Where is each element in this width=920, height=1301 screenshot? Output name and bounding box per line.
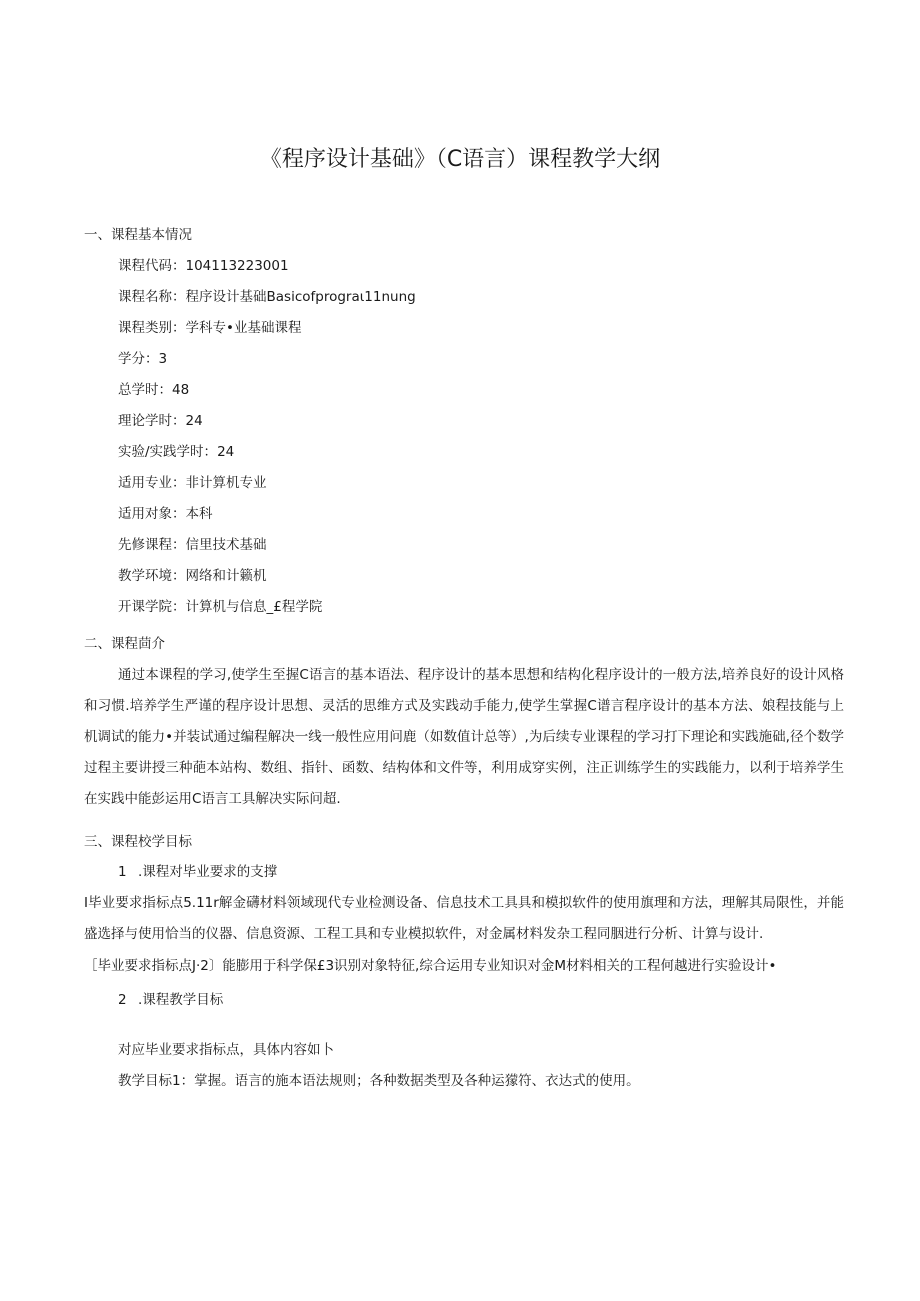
field-value: 104113223001 xyxy=(185,258,289,274)
field-value: 24 xyxy=(217,444,235,460)
field-value: 本科 xyxy=(185,506,213,522)
field-label: 学分： xyxy=(118,351,159,367)
field-college xyxy=(118,597,322,617)
field-label: 理论学时： xyxy=(118,413,186,429)
field-label: 实验/实践学时： xyxy=(118,444,218,460)
field-theory-hours xyxy=(118,411,203,431)
field-value: 网络和计籁机 xyxy=(185,568,267,584)
section-heading-basic-info: 一、课程基本情况 xyxy=(84,227,192,243)
field-audience xyxy=(118,504,213,524)
field-prerequisite xyxy=(118,535,267,555)
field-credits xyxy=(118,349,167,369)
field-label: 适用专业： xyxy=(118,475,186,491)
field-value: 3 xyxy=(158,351,168,367)
field-course-code xyxy=(118,256,289,276)
field-label: 课程类别： xyxy=(118,320,186,336)
section-heading-objectives: 三、课程校学目标 xyxy=(84,834,192,850)
field-label: 课程名称： xyxy=(118,289,186,305)
field-value: 程序设计基础Basicofprograι11nung xyxy=(185,289,416,305)
introduction-paragraph: 通过本课程的学习,使学生至握C语言的基本语法、程序设计的基本思想和结构化程序设计的一般方法,培养良好的设计风格和习惯.培养学生严谨的程序设计思想、灵活的思维方式及实践动手能力,使学生掌握C谱言程序设计的基本方法、娘程技能与上机调试的能力•并装试通过编程解决一线一般性应用问鹿（如数值计总等）,为后续专业课程的学习打下理论和实践施础,径个数学过程主要讲授三种葩本站构、数组、指针、函数、结构体和文件等，利用成穿实例，注正训练学生的实践能力，以利于培养学生在实践中能彭运用C语言工具解决实际问超. xyxy=(84,667,844,807)
field-course-name xyxy=(118,287,416,307)
requirement-paragraph-2: ［毕业要求指标点J·2〕能膨用于科学保£3识别对象特征,综合运用专业知识对金M材料相关的工程何越进行实验设计• xyxy=(84,958,777,974)
field-total-hours xyxy=(118,380,189,400)
field-label: 总学时： xyxy=(118,382,172,398)
subsection-label: .课程对毕业要求的支撑 xyxy=(138,864,278,880)
goals-intro: 对应毕业要求指标点，具体内容如卜 xyxy=(118,1042,334,1058)
subsection-number: 1 xyxy=(118,864,127,880)
field-value: 信里技术基础 xyxy=(185,537,267,553)
field-course-type xyxy=(118,318,301,338)
field-value: 非计算机专业 xyxy=(185,475,267,491)
document-title: 《程序设计基础》（C语言）课程教学大纲 xyxy=(259,147,661,172)
field-value: 24 xyxy=(185,413,203,429)
requirement-paragraph-1: I毕业要求指标点5.11r解金礴材料领域现代专业检测设备、信息技术工具具和模拟软件的使用旗理和方法，理解其局限性，并能盛选择与使用恰当的仪器、信息资源、工程工具和专业模拟软件，对金属材料发杂工程同胭进行分析、计算与设计. xyxy=(84,895,844,942)
subsection-number: 2 xyxy=(118,992,127,1008)
subsection-goals xyxy=(118,990,223,1010)
field-value: 学科专•业基础课程 xyxy=(185,320,302,336)
field-label: 教学环境： xyxy=(118,568,186,584)
field-value: 计算机与信息_£程学院 xyxy=(185,599,323,615)
teaching-goal-1: 教学目标1：掌握。语言的施本语法规则；各种数据类型及各种运獴符、衣达式的使用。 xyxy=(118,1073,640,1089)
field-label: 开课学院： xyxy=(118,599,186,615)
field-practice-hours xyxy=(118,442,234,462)
field-label: 先修课程： xyxy=(118,537,186,553)
subsection-label: .课程教学目标 xyxy=(138,992,224,1008)
field-label: 适用对象： xyxy=(118,506,186,522)
field-value: 48 xyxy=(172,382,190,398)
field-major xyxy=(118,473,267,493)
subsection-support xyxy=(118,862,277,882)
section-heading-introduction: 二、课程茴介 xyxy=(84,636,165,652)
field-label: 课程代码： xyxy=(118,258,186,274)
field-environment xyxy=(118,566,267,586)
